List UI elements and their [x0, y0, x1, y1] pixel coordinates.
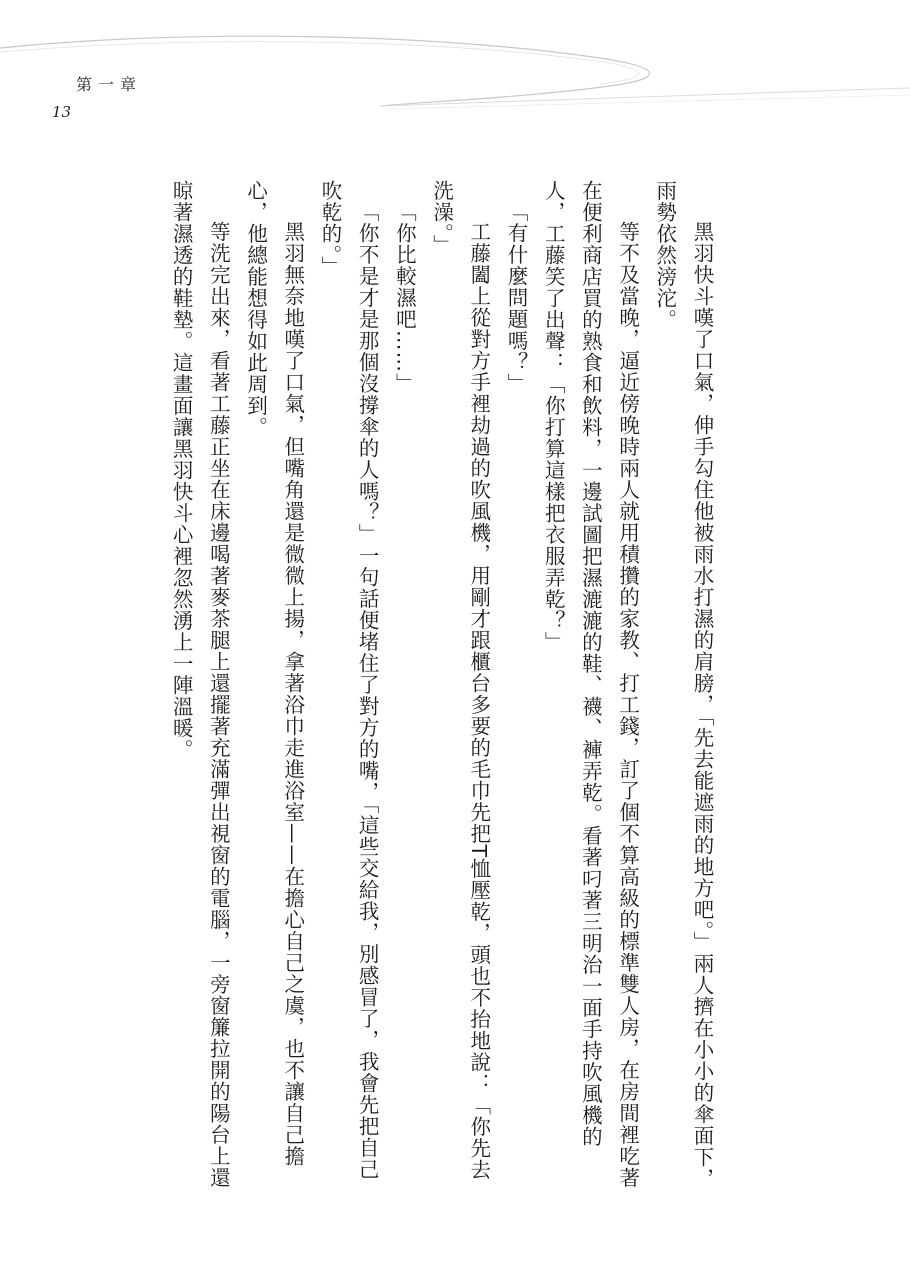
header-swoosh-decoration: [0, 0, 910, 140]
paragraph: 黑羽無奈地嘆了口氣，但嘴角還是微微上揚，拿著浴巾走進浴室——在擔心自己之虞，也不讓自己擔心，他總能想得如此周到。: [243, 180, 305, 1167]
chapter-title: 第一章: [76, 75, 143, 94]
paragraph: 等不及當晚，逼近傍晚時兩人就用積攢的家教、打工錢，訂了個不算高級的標準雙人房，在房間裡吃著在便利商店買的熟食和飲料，一邊試圖把濕漉漉的鞋、襪、褲弄乾。看著叼著三明治一面手持吹風機的人，工藤笑了出聲：「你打算這樣把衣服弄乾？」: [541, 180, 640, 1189]
body-text: [162, 180, 720, 1190]
paragraph: 等洗完出來，看著工藤正坐在床邊喝著麥茶腿上還擺著充滿彈出視窗的電腦，一旁窗簾拉開的陽台上還晾著濕透的鞋墊。這畫面讓黑羽快斗心裡忽然湧上一陣溫暖。: [169, 180, 231, 1189]
paragraph: 黑羽快斗嘆了口氣，伸手勾住他被雨水打濕的肩膀，「先去能遮雨的地方吧。」兩人擠在小小的傘面下，雨勢依然滂沱。: [652, 180, 714, 1190]
paragraph: 「你比較濕吧……」: [392, 200, 417, 394]
paragraph: 工藤闔上從對方手裡劫過的吹風機，用剛才跟櫃台多要的毛巾先把T恤壓乾，頭也不抬地說：「你先去洗澡。」: [429, 180, 491, 1181]
paragraph: 「你不是才是那個沒撐傘的人嗎？」一句話便堵住了對方的嘴，「這些交給我，別感冒了，我會先把自己吹乾的。」: [317, 180, 380, 1180]
paragraph: 「有什麼問題嗎？」: [503, 200, 528, 394]
page-number: 13: [52, 103, 72, 121]
